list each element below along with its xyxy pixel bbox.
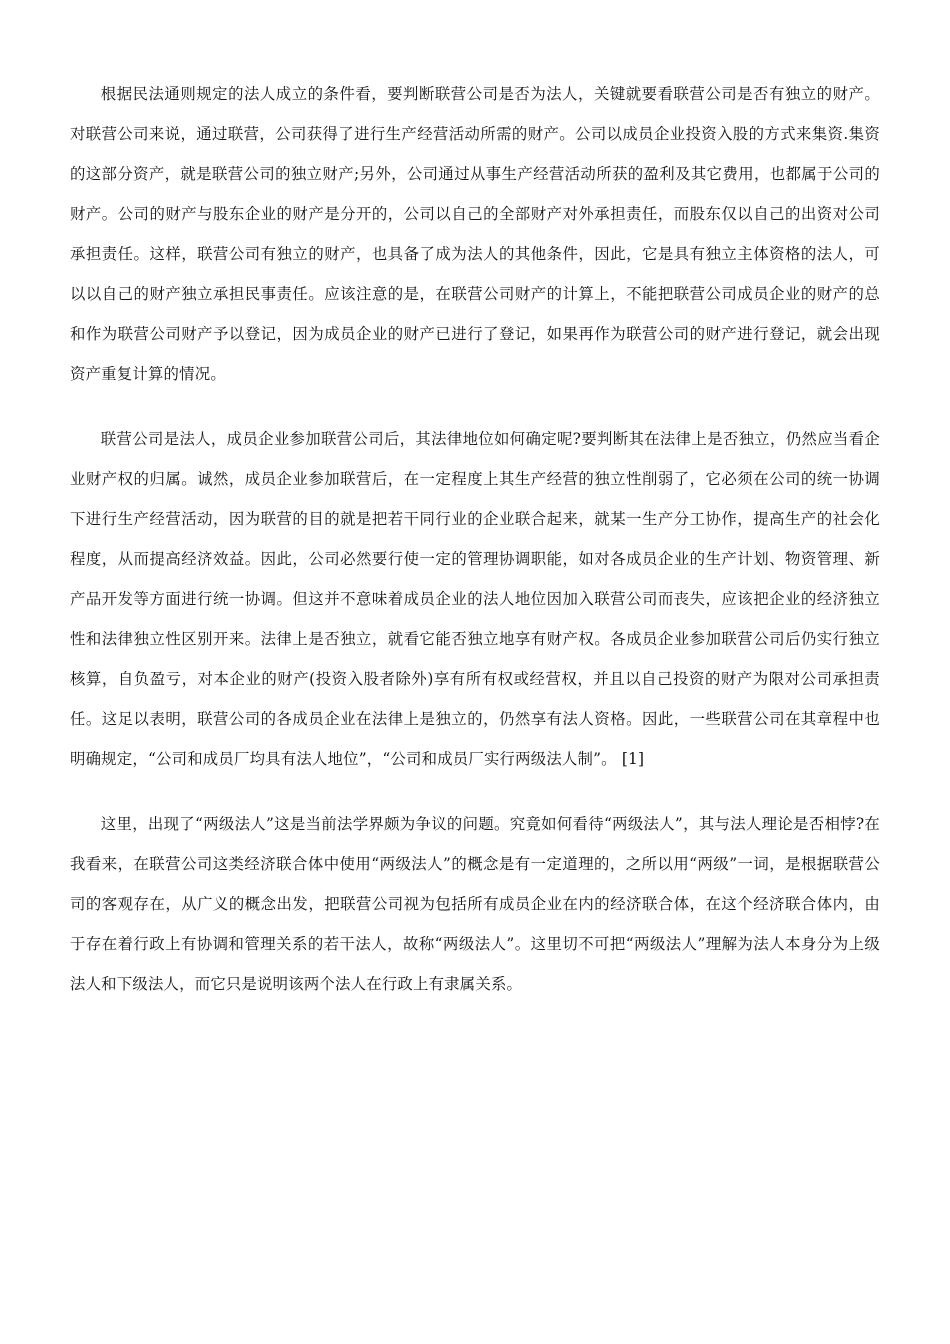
paragraph-3: 这里，出现了“两级法人”这是当前法学界颇为争议的问题。究竟如何看待“两级法人”，其与法人理论是否相悖?在我看来，在联营公司这类经济联合体中使用“两级法人”的概念是有一定道理的，之所以用“两级”一词，是根据联营公司的客观存在，从广义的概念出发，把联营公司视为包括所有成员企业在内的经济联合体，在这个经济联合体内，由于存在着行政上有协调和管理关系的若干法人，故称“两级法人”。这里切不可把“两级法人”理解为法人本身分为上级法人和下级法人，而它只是说明该两个法人在行政上有隶属关系。 — [70, 815, 880, 993]
paragraph-2: 联营公司是法人，成员企业参加联营公司后，其法律地位如何确定呢?要判断其在法律上是否独立，仍然应当看企业财产权的归属。诚然，成员企业参加联营后，在一定程度上其生产经营的独立性削弱了，它必须在公司的统一协调下进行生产经营活动，因为联营的目的就是把若干同行业的企业联合起来，就某一生产分工协作，提高生产的社会化程度，从而提高经济效益。因此，公司必然要行使一定的管理协调职能，如对各成员企业的生产计划、物资管理、新产品开发等方面进行统一协调。但这并不意味着成员企业的法人地位因加入联营公司而丧失，应该把企业的经济独立性和法律独立性区别开来。法律上是否独立，就看它能否独立地享有财产权。各成员企业参加联营公司后仍实行独立核算，自负盈亏，对本企业的财产(投资入股者除外)享有所有权或经营权，并且以自己投资的财产为限对公司承担责任。这足以表明，联营公司的各成员企业在法律上是独立的，仍然享有法人资格。因此，一些联营公司在其章程中也明确规定，“公司和成员厂均具有法人地位”，“公司和成员厂实行两级法人制”。 [1] — [70, 430, 880, 768]
paragraph-1: 根据民法通则规定的法人成立的条件看，要判断联营公司是否为法人，关键就要看联营公司是否有独立的财产。对联营公司来说，通过联营，公司获得了进行生产经营活动所需的财产。公司以成员企业投资入股的方式来集资.集资的这部分资产，就是联营公司的独立财产;另外，公司通过从事生产经营活动所获的盈利及其它费用，也都属于公司的财产。公司的财产与股东企业的财产是分开的，公司以自己的全部财产对外承担责任，而股东仅以自己的出资对公司承担责任。这样，联营公司有独立的财产，也具备了成为法人的其他条件，因此，它是具有独立主体资格的法人，可以以自己的财产独立承担民事责任。应该注意的是，在联营公司财产的计算上，不能把联营公司成员企业的财产的总和作为联营公司财产予以登记，因为成员企业的财产已进行了登记，如果再作为联营公司的财产进行登记，就会出现资产重复计算的情况。 — [70, 85, 880, 383]
